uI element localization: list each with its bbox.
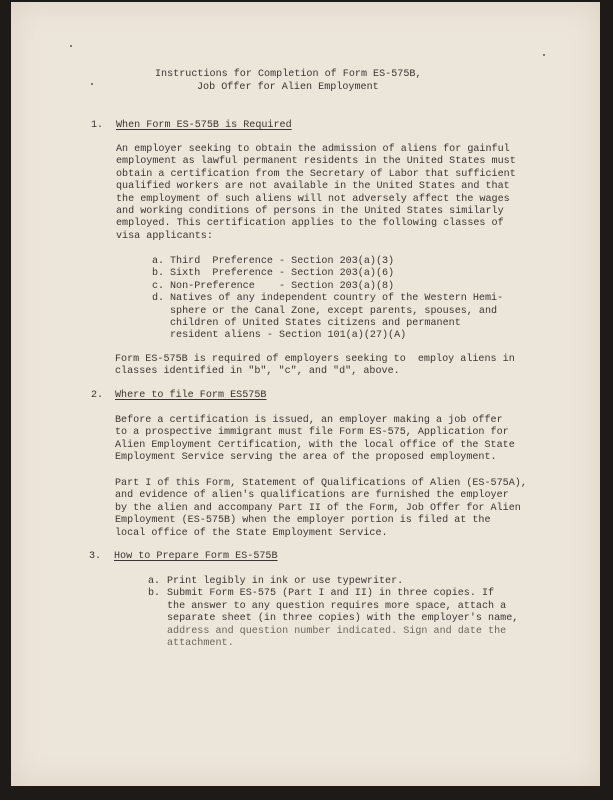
list-item-line: Non-Preference - Section 203(a)(8): [170, 280, 395, 292]
paragraph-line: by the alien and accompany Part II of the Form, Job Offer for Alien: [115, 502, 521, 514]
list-item-line: sphere or the Canal Zone, except parents, spouses, and: [170, 305, 498, 317]
paragraph-line: An employer seeking to obtain the admission of aliens for gainful: [116, 144, 510, 155]
paragraph-line: Employment Service serving the area of the proposed employment.: [115, 452, 497, 464]
paragraph-line: and working conditions of persons in the United States similarly: [116, 206, 504, 217]
list-item-line: Print legibly in ink or use typewriter.: [167, 576, 404, 587]
list-item-line: children of United States citizens and permanent: [170, 318, 461, 329]
list-item-line: Third Preference - Section 203(a)(3): [170, 256, 395, 267]
list-item-line: Sixth Preference - Section 203(a)(6): [170, 268, 395, 280]
paragraph-line: employed. This certification applies to the following classes of: [116, 218, 504, 230]
speck: [543, 54, 545, 56]
paragraph-line: Alien Employment Certification, with the local office of the State: [115, 439, 515, 451]
paragraph-line: obtain a certification from the Secretary of Labor that sufficient: [116, 168, 516, 180]
list-marker: a.: [152, 256, 165, 267]
list-item-line: resident aliens - Section 101(a)(27)(A): [170, 330, 407, 342]
speck: [70, 45, 72, 47]
list-marker: d.: [152, 293, 165, 305]
paragraph-line: and evidence of alien's qualifications are furnished the employer: [115, 490, 509, 502]
section-number: 1.: [91, 120, 104, 131]
paragraph-line: Form ES-575B is required of employers seeking to employ aliens in: [115, 354, 515, 365]
section-heading: How to Prepare Form ES-575B: [114, 551, 278, 562]
list-marker: b.: [152, 268, 165, 280]
list-marker: c.: [152, 280, 165, 292]
paragraph-line: visa applicants:: [116, 230, 213, 242]
list-item-line: address and question number indicated. Sign and date the: [167, 625, 507, 637]
paragraph-line: Employment (ES-575B) when the employer portion is filed at the: [115, 515, 491, 527]
list-item-line: Submit Form ES-575 (Part I and II) in three copies. If: [167, 588, 495, 600]
list-item-line: separate sheet (in three copies) with the employer's name,: [167, 613, 519, 625]
section-heading: Where to file Form ES575B: [115, 390, 267, 401]
section-number: 3.: [89, 551, 102, 562]
paragraph-line: Part I of this Form, Statement of Qualifications of Alien (ES-575A),: [115, 478, 527, 489]
paragraph-line: to a prospective immigrant must file Form ES-575, Application for: [115, 427, 509, 439]
speck: [91, 83, 93, 85]
paragraph-line: Before a certification is issued, an employer making a job offer: [115, 415, 503, 426]
list-marker: b.: [148, 588, 161, 600]
paragraph-line: employment as lawful permanent residents in the United States must: [116, 156, 516, 168]
list-item-line: attachment.: [167, 638, 234, 649]
paragraph-line: the employment of such aliens will not adversely affect the wages: [116, 193, 510, 205]
list-item-line: Natives of any independent country of the Western Hemi-: [170, 293, 504, 305]
list-item-line: the answer to any question requires more space, attach a: [167, 600, 507, 612]
document-title: Instructions for Completion of Form ES-575B,: [155, 69, 422, 80]
paragraph-line: local office of the State Employment Service.: [115, 527, 388, 539]
paragraph-line: qualified workers are not available in the United States and that: [116, 181, 510, 193]
section-heading: When Form ES-575B is Required: [116, 120, 292, 131]
paragraph-line: classes identified in "b", "c", and "d", above.: [115, 366, 400, 378]
section-number: 2.: [91, 390, 104, 401]
document-subtitle: Job Offer for Alien Employment: [197, 82, 379, 93]
list-marker: a.: [148, 576, 161, 587]
